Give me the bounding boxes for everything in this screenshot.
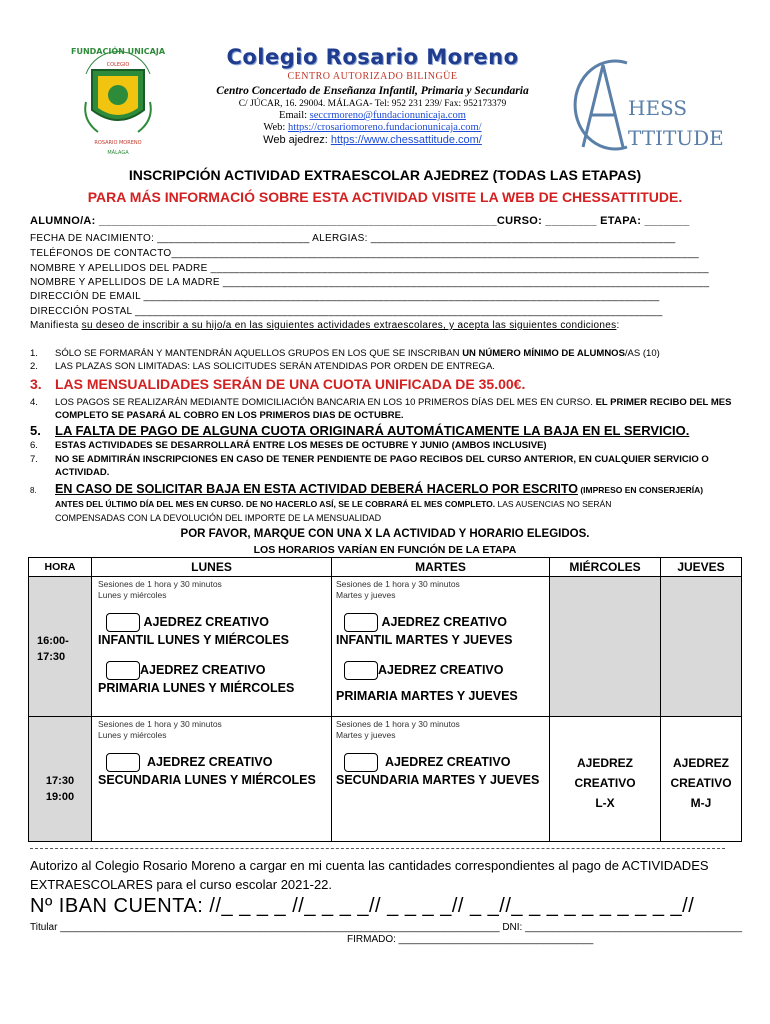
rule-8 bbox=[30, 482, 703, 496]
chess-logo-text-2: TTITUDE bbox=[628, 126, 724, 150]
miercoles-slot-2[interactable] bbox=[549, 716, 661, 842]
session-days: Martes y jueves bbox=[336, 590, 396, 600]
checkbox-primaria-mj[interactable] bbox=[344, 661, 378, 680]
slot-1-start: 16:00- bbox=[37, 635, 69, 647]
rule-number: 5. bbox=[30, 423, 41, 438]
rule-2 bbox=[30, 361, 495, 372]
checkbox-infantil-mj[interactable] bbox=[344, 613, 378, 632]
checkbox-infantil-lm[interactable] bbox=[106, 613, 140, 632]
logo-city: MÁLAGA bbox=[107, 150, 129, 156]
option-secundaria-lm bbox=[98, 753, 316, 789]
lunes-slot-1 bbox=[91, 576, 332, 717]
option-label: AJEDREZ CREATIVO bbox=[378, 662, 504, 677]
session-days: Lunes y miércoles bbox=[98, 590, 167, 600]
rule-number: 1. bbox=[30, 348, 38, 359]
checkbox-secundaria-lm[interactable] bbox=[106, 753, 140, 772]
rule-text: /AS (10) bbox=[624, 348, 660, 359]
option-label: SECUNDARIA MARTES Y JUEVES bbox=[336, 773, 540, 787]
manifiesta-b: su deseo de inscribir a su hijo/a en las siguientes actividades extraescolares, y acepta las siguientes condiciones bbox=[81, 320, 617, 331]
slot-2-end: 19:00 bbox=[45, 791, 75, 803]
manifiesta-c: : bbox=[616, 320, 620, 331]
rule-5 bbox=[30, 423, 689, 438]
session-days: Lunes y miércoles bbox=[98, 730, 167, 740]
session-days: Martes y jueves bbox=[336, 730, 396, 740]
rule-number: 8. bbox=[30, 486, 37, 495]
slot-1-label bbox=[37, 633, 69, 665]
martes-slot-2 bbox=[331, 716, 550, 842]
madre-field[interactable]: NOMBRE Y APELLIDOS DE LA MADRE ___________________________________________________________________________________ bbox=[30, 277, 710, 288]
slot-1-end: 17:30 bbox=[37, 651, 66, 663]
rule-number: 2. bbox=[30, 361, 38, 372]
centro-label: Centro Concertado de Enseñanza Infantil, Primaria y Secundaria bbox=[216, 85, 529, 97]
web-link[interactable]: https://crosariomoreno.fundacionunicaja.com/ bbox=[287, 122, 482, 133]
web-label: Web: bbox=[263, 122, 288, 133]
option-primaria-mj bbox=[336, 661, 518, 705]
option-label: AJEDREZ bbox=[672, 756, 729, 770]
option-secundaria-mj bbox=[336, 753, 539, 789]
rule-text-bold: ANTES DEL ÚLTIMO DÍA DEL MES EN CURSO. DE NO HACERLO ASÍ, SE LE COBRARÁ EL MES COMPLETO. bbox=[55, 499, 498, 509]
instruction-heading: POR FAVOR, MARQUE CON UNA X LA ACTIVIDAD Y HORARIO ELEGIDOS. bbox=[180, 528, 590, 540]
option-label: CREATIVO bbox=[670, 776, 732, 790]
rule-text: LAS MENSUALIDADES SERÁN DE UNA CUOTA UNIFICADA DE 35.00€. bbox=[55, 376, 526, 392]
session-duration: Sesiones de 1 hora y 30 minutos bbox=[98, 579, 222, 589]
option-label: AJEDREZ bbox=[576, 756, 633, 770]
address: C/ JÚCAR, 16. 29004. MÁLAGA- Tel: 952 231 239/ Fax: 952173379 bbox=[238, 99, 507, 109]
option-label: L-X bbox=[595, 796, 615, 810]
email-label: Email: bbox=[279, 110, 310, 121]
rule-6 bbox=[30, 440, 547, 451]
option-miercoles bbox=[550, 753, 660, 813]
rule-number: 7. bbox=[30, 454, 38, 465]
header-lunes: LUNES bbox=[91, 557, 332, 577]
lunes-slot-2 bbox=[91, 716, 332, 842]
rule-8-cont bbox=[55, 499, 611, 509]
rule-text: EN CASO DE SOLICITAR BAJA EN ESTA ACTIVIDAD DEBERÁ HACERLO POR ESCRITO bbox=[55, 482, 578, 496]
web-line bbox=[180, 122, 565, 133]
logo-text: FUNDACIÓN UNICAJA bbox=[70, 47, 166, 56]
fundacion-unicaja-logo bbox=[70, 40, 166, 158]
rule-7-cont: ACTIVIDAD. bbox=[55, 467, 110, 478]
bilingue-label: CENTRO AUTORIZADO BILINGÜE bbox=[287, 71, 458, 82]
rule-number: 4. bbox=[30, 397, 38, 408]
rule-3 bbox=[30, 376, 525, 392]
session-duration: Sesiones de 1 hora y 30 minutos bbox=[336, 579, 460, 589]
jueves-slot-1 bbox=[660, 576, 742, 717]
option-label: AJEDREZ CREATIVO bbox=[140, 662, 266, 677]
martes-slot-1 bbox=[331, 576, 550, 717]
checkbox-primaria-lm[interactable] bbox=[106, 661, 140, 680]
rule-text: ESTAS ACTIVIDADES SE DESARROLLARÁ ENTRE LOS MESES DE OCTUBRE Y JUNIO (AMBOS INCLUSIVE) bbox=[55, 440, 547, 451]
signature-field[interactable]: FIRMADO: ___________________________________ bbox=[347, 934, 594, 945]
rule-4-cont: COMPLETO SE PASARÁ AL COBRO EN LOS PRIMEROS DIAS DE OCTUBRE. bbox=[55, 410, 404, 421]
page-subtitle: PARA MÁS INFORMACIÓ SOBRE ESTA ACTIVIDAD VISITE LA WEB DE CHESSATTITUDE. bbox=[87, 189, 683, 205]
chess-attitude-logo bbox=[565, 55, 740, 155]
option-label: AJEDREZ CREATIVO bbox=[143, 614, 269, 629]
option-infantil-lm bbox=[98, 613, 289, 649]
rule-8-cont-2: COMPENSADAS CON LA DEVOLUCIÓN DEL IMPORTE DE LA MENSUALIDAD bbox=[55, 513, 382, 523]
postal-field[interactable]: DIRECCIÓN POSTAL __________________________________________________________________________________________ bbox=[30, 306, 663, 317]
jueves-slot-2[interactable] bbox=[660, 716, 742, 842]
email-field[interactable]: DIRECCIÓN DE EMAIL ________________________________________________________________________________________ bbox=[30, 291, 660, 302]
rule-text: LAS AUSENCIAS NO SERÁN bbox=[497, 499, 612, 509]
chess-logo-text-1: HESS bbox=[628, 96, 688, 120]
session-info bbox=[98, 719, 222, 741]
fecha-field[interactable]: FECHA DE NACIMIENTO: __________________________ ALERGIAS: ____________________________________________________ bbox=[30, 233, 676, 244]
session-info bbox=[336, 579, 460, 601]
option-label: AJEDREZ CREATIVO bbox=[381, 614, 507, 629]
option-label: SECUNDARIA LUNES Y MIÉRCOLES bbox=[98, 773, 316, 787]
option-label: PRIMARIA MARTES Y JUEVES bbox=[336, 689, 518, 703]
email-link[interactable]: seccrmoreno@fundacionunicaja.com bbox=[309, 110, 466, 121]
rule-text-bold: UN NÚMERO MÍNIMO DE ALUMNOS bbox=[462, 348, 625, 359]
authorization-text: Autorizo al Colegio Rosario Moreno a cargar en mi cuenta las cantidades correspondientes al pago de ACTIVIDADES EXTRAESCOLARES para el curso escolar 2021-22. bbox=[30, 858, 709, 892]
manifiesta-text bbox=[30, 320, 620, 331]
header-hora: HORA bbox=[28, 557, 92, 577]
header-martes: MARTES bbox=[331, 557, 550, 577]
rule-text: LA FALTA DE PAGO DE ALGUNA CUOTA ORIGINARÁ AUTOMÁTICAMENTE LA BAJA EN EL SERVICIO. bbox=[55, 423, 690, 438]
manifiesta-a: Manifiesta bbox=[30, 320, 82, 331]
alumno-field[interactable]: ALUMNO/A: ______________________________________________________________CURSO: ________ ETAPA: _______ bbox=[30, 215, 690, 227]
web-ajedrez-link[interactable]: https://www.chessattitude.com/ bbox=[330, 134, 482, 146]
header-miercoles: MIÉRCOLES bbox=[549, 557, 661, 577]
session-duration: Sesiones de 1 hora y 30 minutos bbox=[336, 719, 460, 729]
titular-field[interactable]: Titular _______________________________________________________________________________ DNI: _______________________________________ bbox=[30, 922, 743, 933]
miercoles-slot-1 bbox=[549, 576, 661, 717]
option-primaria-lm bbox=[98, 661, 294, 697]
rule-1 bbox=[30, 348, 660, 359]
page-title: INSCRIPCIÓN ACTIVIDAD EXTRAESCOLAR AJEDREZ (TODAS LAS ETAPAS) bbox=[128, 167, 642, 183]
school-name: Colegio Rosario Moreno bbox=[226, 45, 519, 69]
rule-4 bbox=[30, 397, 731, 408]
web-ajedrez-label: Web ajedrez: bbox=[263, 134, 331, 146]
option-infantil-mj bbox=[336, 613, 512, 649]
slot-2-cell bbox=[28, 716, 92, 842]
session-duration: Sesiones de 1 hora y 30 minutos bbox=[98, 719, 222, 729]
slot-1-cell bbox=[28, 576, 92, 717]
option-label: INFANTIL LUNES Y MIÉRCOLES bbox=[98, 633, 289, 647]
slot-2-label bbox=[29, 773, 91, 805]
logo-sub: COLEGIO bbox=[106, 62, 130, 68]
option-label: INFANTIL MARTES Y JUEVES bbox=[336, 633, 513, 647]
rule-number: 6. bbox=[30, 440, 38, 451]
web-ajedrez-line bbox=[180, 134, 565, 146]
option-label: CREATIVO bbox=[574, 776, 636, 790]
option-label: PRIMARIA LUNES Y MIÉRCOLES bbox=[98, 681, 295, 695]
checkbox-secundaria-mj[interactable] bbox=[344, 753, 378, 772]
logo-bottom: ROSARIO MORENO bbox=[94, 140, 142, 146]
telefonos-field[interactable]: TELÉFONOS DE CONTACTO__________________________________________________________________________________________ bbox=[30, 248, 700, 259]
option-jueves bbox=[661, 753, 741, 813]
email-line bbox=[180, 110, 565, 121]
rule-text-bold: (IMPRESO EN CONSERJERÍA) bbox=[577, 485, 704, 495]
slot-2-start: 17:30 bbox=[45, 775, 75, 787]
rule-text: LOS PAGOS SE REALIZARÁN MEDIANTE DOMICILIACIÓN BANCARIA EN LOS 10 PRIMEROS DÍAS DEL MES EN CURSO. bbox=[55, 397, 596, 408]
session-info bbox=[98, 579, 222, 601]
rule-text: SÓLO SE FORMARÁN Y MANTENDRÁN AQUELLOS GRUPOS EN LOS QUE SE INSCRIBAN bbox=[55, 348, 463, 359]
rule-text-bold: EL PRIMER RECIBO DEL MES bbox=[595, 397, 732, 408]
session-info bbox=[336, 719, 460, 741]
cut-line bbox=[30, 848, 725, 849]
rule-7 bbox=[30, 454, 709, 465]
padre-field[interactable]: NOMBRE Y APELLIDOS DEL PADRE _____________________________________________________________________________________ bbox=[30, 263, 709, 274]
rule-text: NO SE ADMITIRÁN INSCRIPCIONES EN CASO DE TENER PENDIENTE DE PAGO RECIBOS DEL CURSO ANTERIOR, EN CUALQUIER SERVICIO O bbox=[55, 454, 709, 465]
schedule-note: LOS HORARIOS VARÍAN EN FUNCIÓN DE LA ETAPA bbox=[253, 544, 517, 556]
header-jueves: JUEVES bbox=[660, 557, 742, 577]
iban-field[interactable]: Nº IBAN CUENTA: //_ _ _ _ //_ _ _ _// _ _ _ _// _ _//_ _ _ _ _ _ _ _ _ _// bbox=[30, 895, 695, 917]
school-header bbox=[180, 44, 565, 146]
option-label: M-J bbox=[690, 796, 712, 810]
rule-number: 3. bbox=[30, 376, 42, 392]
option-label: AJEDREZ CREATIVO bbox=[384, 754, 511, 769]
option-label: AJEDREZ CREATIVO bbox=[146, 754, 273, 769]
rule-text: LAS PLAZAS SON LIMITADAS: LAS SOLICITUDES SERÁN ATENDIDAS POR ORDEN DE ENTREGA. bbox=[55, 361, 495, 372]
